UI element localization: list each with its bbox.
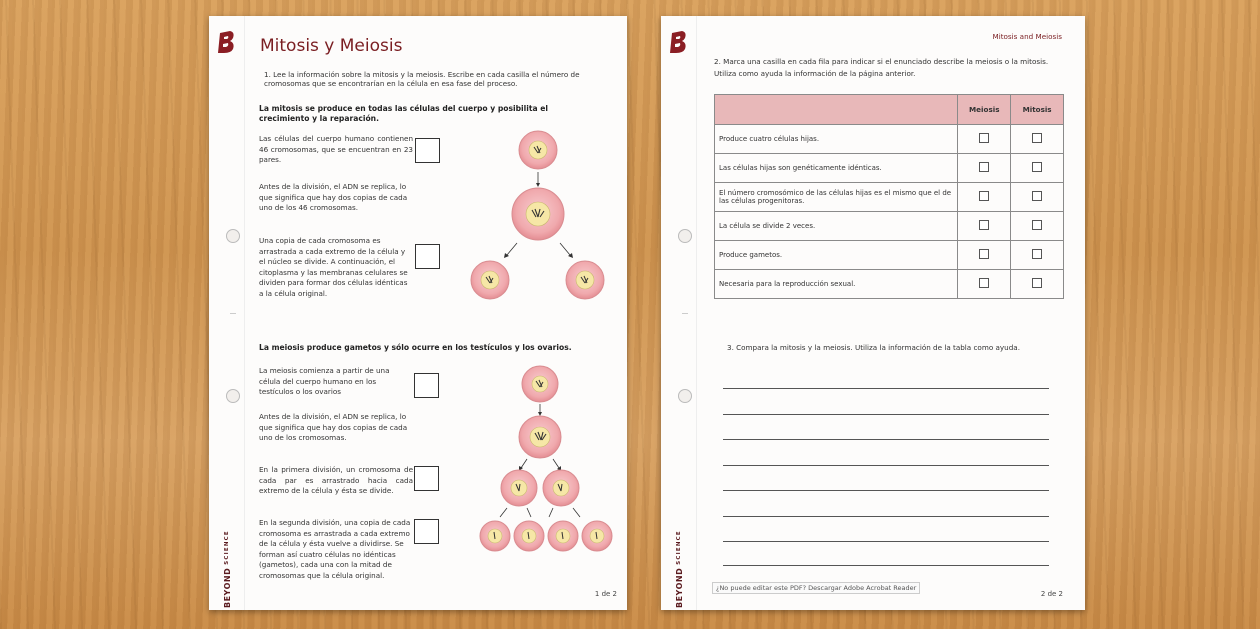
meiosis-checkbox[interactable] [979,278,989,288]
binder-hole [226,389,240,403]
cell-icon [543,470,579,506]
question-1: 1. Lee la información sobre la mitosis y la meiosis. Escribe en cada casilla el número de cromosomas que se encontrarían en la célula en esa fase del proceso. [264,70,580,88]
writing-line[interactable] [723,439,1049,440]
mitosis-paragraph-1: Las células del cuerpo humano contienen 46 cromosomas, que se encuentran en 23 pares. [259,134,413,164]
worksheet-page-1 [209,16,627,610]
statement-cell: La célula se divide 2 veces. [715,212,958,241]
cell-icon [566,261,604,299]
binder-hole [678,229,692,243]
writing-line[interactable] [723,388,1049,389]
meiosis-cell [958,212,1011,241]
binder-hole [678,389,692,403]
cell-icon [514,521,544,551]
table-row [715,125,1064,154]
column-header [715,95,958,125]
brand-sub: SCIENCE [676,530,682,565]
writing-line[interactable] [723,565,1049,566]
mitosis-cell [1011,270,1064,299]
table-row [715,154,1064,183]
page-header: Mitosis and Meiosis [992,32,1062,41]
answer-box-meiosis-1[interactable] [414,373,439,398]
page-number: 2 de 2 [1040,590,1063,598]
meiosis-paragraph-4: En la segunda división, una copia de cada cromosoma es arrastrada a cada extremo de la célula y ésta vuelve a dividirse. Se forman así cuatro células no idénticas (gametos), cada una con la mitad de cromosomas que la célula original. [259,518,411,580]
margin-line [696,16,697,610]
writing-line[interactable] [723,414,1049,415]
meiosis-cell [958,125,1011,154]
margin-line [244,16,245,610]
writing-line[interactable] [723,516,1049,517]
table-row [715,270,1064,299]
meiosis-cell [958,270,1011,299]
mitosis-diagram [467,130,607,300]
question-2: 2. Marca una casilla en cada fila para indicar si el enunciado describe la meiosis o la mitosis. Utiliza como ayuda la información de la página anterior. [714,57,1049,78]
meiosis-cell [958,154,1011,183]
table-row [715,212,1064,241]
mitosis-checkbox[interactable] [1032,278,1042,288]
statement-cell: El número cromosómico de las células hijas es el mismo que el de las células progenitoras. [715,183,958,212]
binder-tick [230,313,236,314]
cell-icon [519,131,557,169]
answer-box-meiosis-2[interactable] [414,466,439,491]
mitosis-cell [1011,212,1064,241]
writing-line[interactable] [723,465,1049,466]
cell-icon [548,521,578,551]
adobe-reader-link[interactable]: ¿No puede editar este PDF? Descargar Adobe Acrobat Reader [712,582,920,594]
meiosis-paragraph-3: En la primera división, un cromosoma de cada par es arrastrado hacia cada extremo de la célula y ésta se divide. [259,465,413,495]
cell-icon [480,521,510,551]
binder-tick [682,313,688,314]
meiosis-checkbox[interactable] [979,191,989,201]
binder-hole [226,229,240,243]
statement-cell: Necesaria para la reproducción sexual. [715,270,958,299]
statement-cell: Las células hijas son genéticamente idénticas. [715,154,958,183]
meiosis-paragraph-1: La meiosis comienza a partir de una célula del cuerpo humano en los testículos o los ovarios [259,366,390,396]
brand-label [217,524,237,608]
column-header-meiosis: Meiosis [958,95,1011,125]
meiosis-mitosis-table [714,94,1064,299]
writing-line[interactable] [723,490,1049,491]
mitosis-cell [1011,183,1064,212]
meiosis-cell [958,241,1011,270]
table-header-row [715,95,1064,125]
mitosis-checkbox[interactable] [1032,249,1042,259]
table-row [715,241,1064,270]
beyond-logo-icon [670,30,688,54]
mitosis-cell [1011,241,1064,270]
meiosis-checkbox[interactable] [979,249,989,259]
answer-box-mitosis-1[interactable] [415,138,440,163]
cell-icon [512,188,564,240]
column-header-mitosis: Mitosis [1011,95,1064,125]
mitosis-checkbox[interactable] [1032,162,1042,172]
brand-name: BEYOND [674,567,684,608]
meiosis-cell [958,183,1011,212]
brand-label [669,524,689,608]
beyond-logo-icon [218,30,236,54]
meiosis-checkbox[interactable] [979,162,989,172]
question-3: 3. Compara la mitosis y la meiosis. Utiliza la información de la tabla como ayuda. [727,343,1020,352]
table-row [715,183,1064,212]
mitosis-heading: La mitosis se produce en todas las células del cuerpo y posibilita el crecimiento y la reparación. [259,104,549,123]
mitosis-checkbox[interactable] [1032,133,1042,143]
writing-line[interactable] [723,541,1049,542]
meiosis-diagram [471,365,611,555]
page-title: Mitosis y Meiosis [260,36,403,56]
brand-name: BEYOND [222,567,232,608]
mitosis-cell [1011,125,1064,154]
cell-icon [501,470,537,506]
meiosis-paragraph-2: Antes de la división, el ADN se replica, lo que significa que hay dos copias de cada uno de los cromosomas. [259,412,408,442]
brand-sub: SCIENCE [224,530,230,565]
cell-icon [519,416,561,458]
answer-box-meiosis-3[interactable] [414,519,439,544]
meiosis-checkbox[interactable] [979,220,989,230]
page-number: 1 de 2 [594,590,617,598]
mitosis-cell [1011,154,1064,183]
cell-icon [582,521,612,551]
statement-cell: Produce gametos. [715,241,958,270]
meiosis-checkbox[interactable] [979,133,989,143]
statement-cell: Produce cuatro células hijas. [715,125,958,154]
meiosis-heading: La meiosis produce gametos y sólo ocurre en los testículos y los ovarios. [259,343,572,352]
cell-icon [471,261,509,299]
mitosis-paragraph-3: Una copia de cada cromosoma es arrastrada a cada extremo de la célula y el núcleo se divide. A continuación, el citoplasma y las membranas celulares se dividen para formar dos células idénticas a la célula original. [259,236,408,298]
mitosis-checkbox[interactable] [1032,220,1042,230]
cell-icon [522,366,558,402]
mitosis-checkbox[interactable] [1032,191,1042,201]
answer-box-mitosis-2[interactable] [415,244,440,269]
mitosis-paragraph-2: Antes de la división, el ADN se replica, lo que significa que hay dos copias de cada uno de los 46 cromosomas. [259,182,408,212]
worksheet-page-2 [661,16,1085,610]
